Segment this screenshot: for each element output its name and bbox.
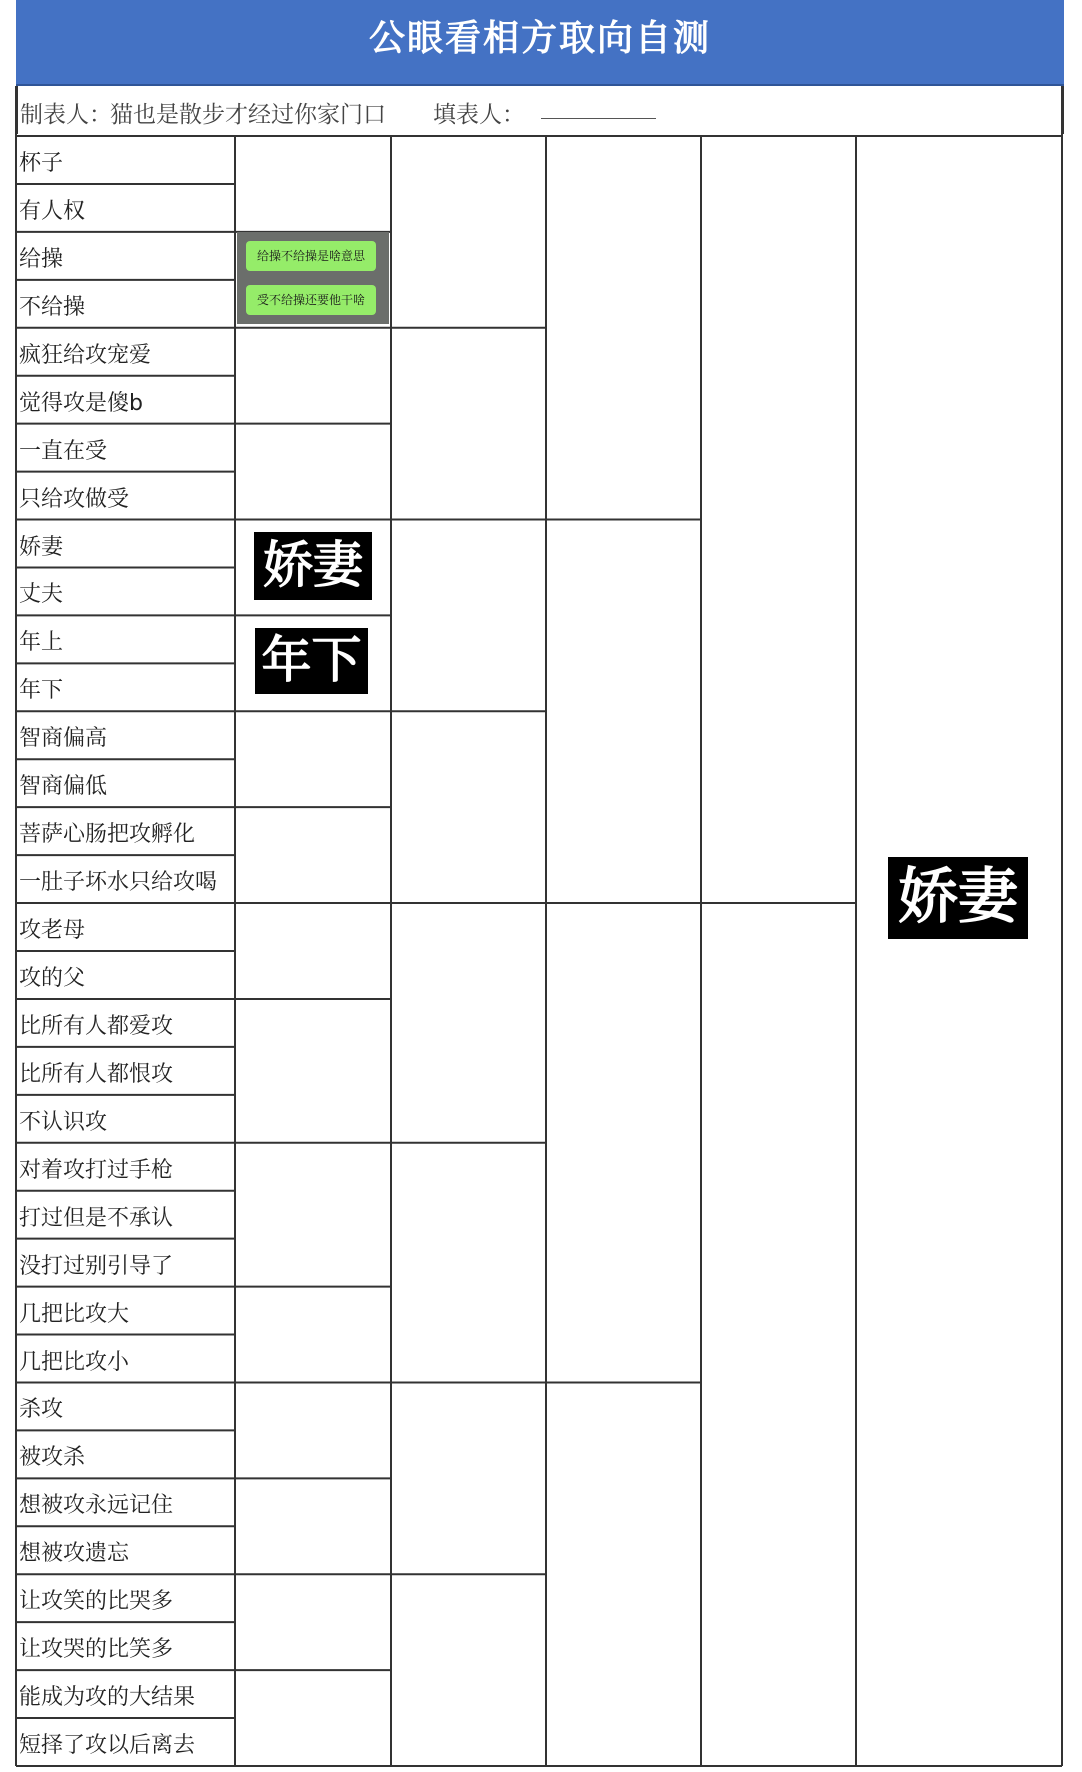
row-label: 一肚子坏水只给攻喝 bbox=[19, 870, 218, 896]
row-label: 不认识攻 bbox=[19, 1109, 108, 1135]
row-label: 对着攻打过手枪 bbox=[19, 1157, 174, 1183]
chat-bubble-2: 受不给操还要他干啥 bbox=[246, 285, 376, 315]
filler-label: 填表人： bbox=[433, 102, 525, 128]
row-label: 攻老母 bbox=[19, 918, 86, 944]
row-label: 智商偏高 bbox=[19, 726, 108, 752]
row-label: 给操 bbox=[19, 246, 64, 272]
pick-sticker-2: 年下 bbox=[255, 628, 368, 694]
row-label: 想被攻遗忘 bbox=[19, 1541, 130, 1567]
row-label: 智商偏低 bbox=[19, 774, 108, 800]
row-label: 不给操 bbox=[19, 294, 86, 320]
row-label: 疯狂给攻宠爱 bbox=[19, 342, 152, 368]
row-label: 短择了攻以后离去 bbox=[19, 1733, 196, 1759]
row-label: 比所有人都爱攻 bbox=[19, 1013, 174, 1039]
row-label: 没打过别引导了 bbox=[19, 1253, 174, 1279]
row-label: 菩萨心肠把攻孵化 bbox=[19, 822, 196, 848]
row-label: 被攻杀 bbox=[19, 1445, 86, 1471]
row-label: 打过但是不承认 bbox=[19, 1205, 174, 1231]
row-label: 杯子 bbox=[19, 150, 64, 176]
row-label: 年上 bbox=[19, 630, 64, 656]
chat-bubble-1: 给操不给操是啥意思 bbox=[246, 241, 376, 271]
row-label: 只给攻做受 bbox=[19, 486, 130, 512]
maker-label: 制表人： bbox=[20, 102, 112, 128]
row-label: 能成为攻的大结果 bbox=[19, 1685, 196, 1711]
row-label: 想被攻永远记住 bbox=[19, 1493, 174, 1519]
page-title: 公眼看相方取向自测 bbox=[368, 18, 711, 59]
pick-sticker-1: 娇妻 bbox=[254, 532, 372, 600]
final-pick-sticker: 娇妻 bbox=[888, 857, 1028, 939]
row-label: 攻的父 bbox=[19, 965, 86, 991]
row-label: 一直在受 bbox=[19, 438, 108, 464]
maker-name: 猫也是散步才经过你家门口 bbox=[110, 102, 386, 128]
row-label: 让攻哭的比笑多 bbox=[19, 1637, 174, 1663]
row-label: 有人权 bbox=[19, 198, 86, 224]
row-label: 几把比攻大 bbox=[19, 1301, 130, 1327]
row-label: 娇妻 bbox=[19, 534, 64, 560]
row-label: 几把比攻小 bbox=[19, 1349, 130, 1375]
row-label: 丈夫 bbox=[19, 582, 64, 608]
row-label: 年下 bbox=[19, 678, 64, 704]
row-label: 让攻笑的比哭多 bbox=[19, 1589, 174, 1615]
row-label: 觉得攻是傻b bbox=[19, 390, 143, 416]
row-label: 比所有人都恨攻 bbox=[19, 1061, 174, 1087]
chat-screenshot bbox=[237, 232, 389, 324]
row-label: 杀攻 bbox=[19, 1397, 64, 1423]
